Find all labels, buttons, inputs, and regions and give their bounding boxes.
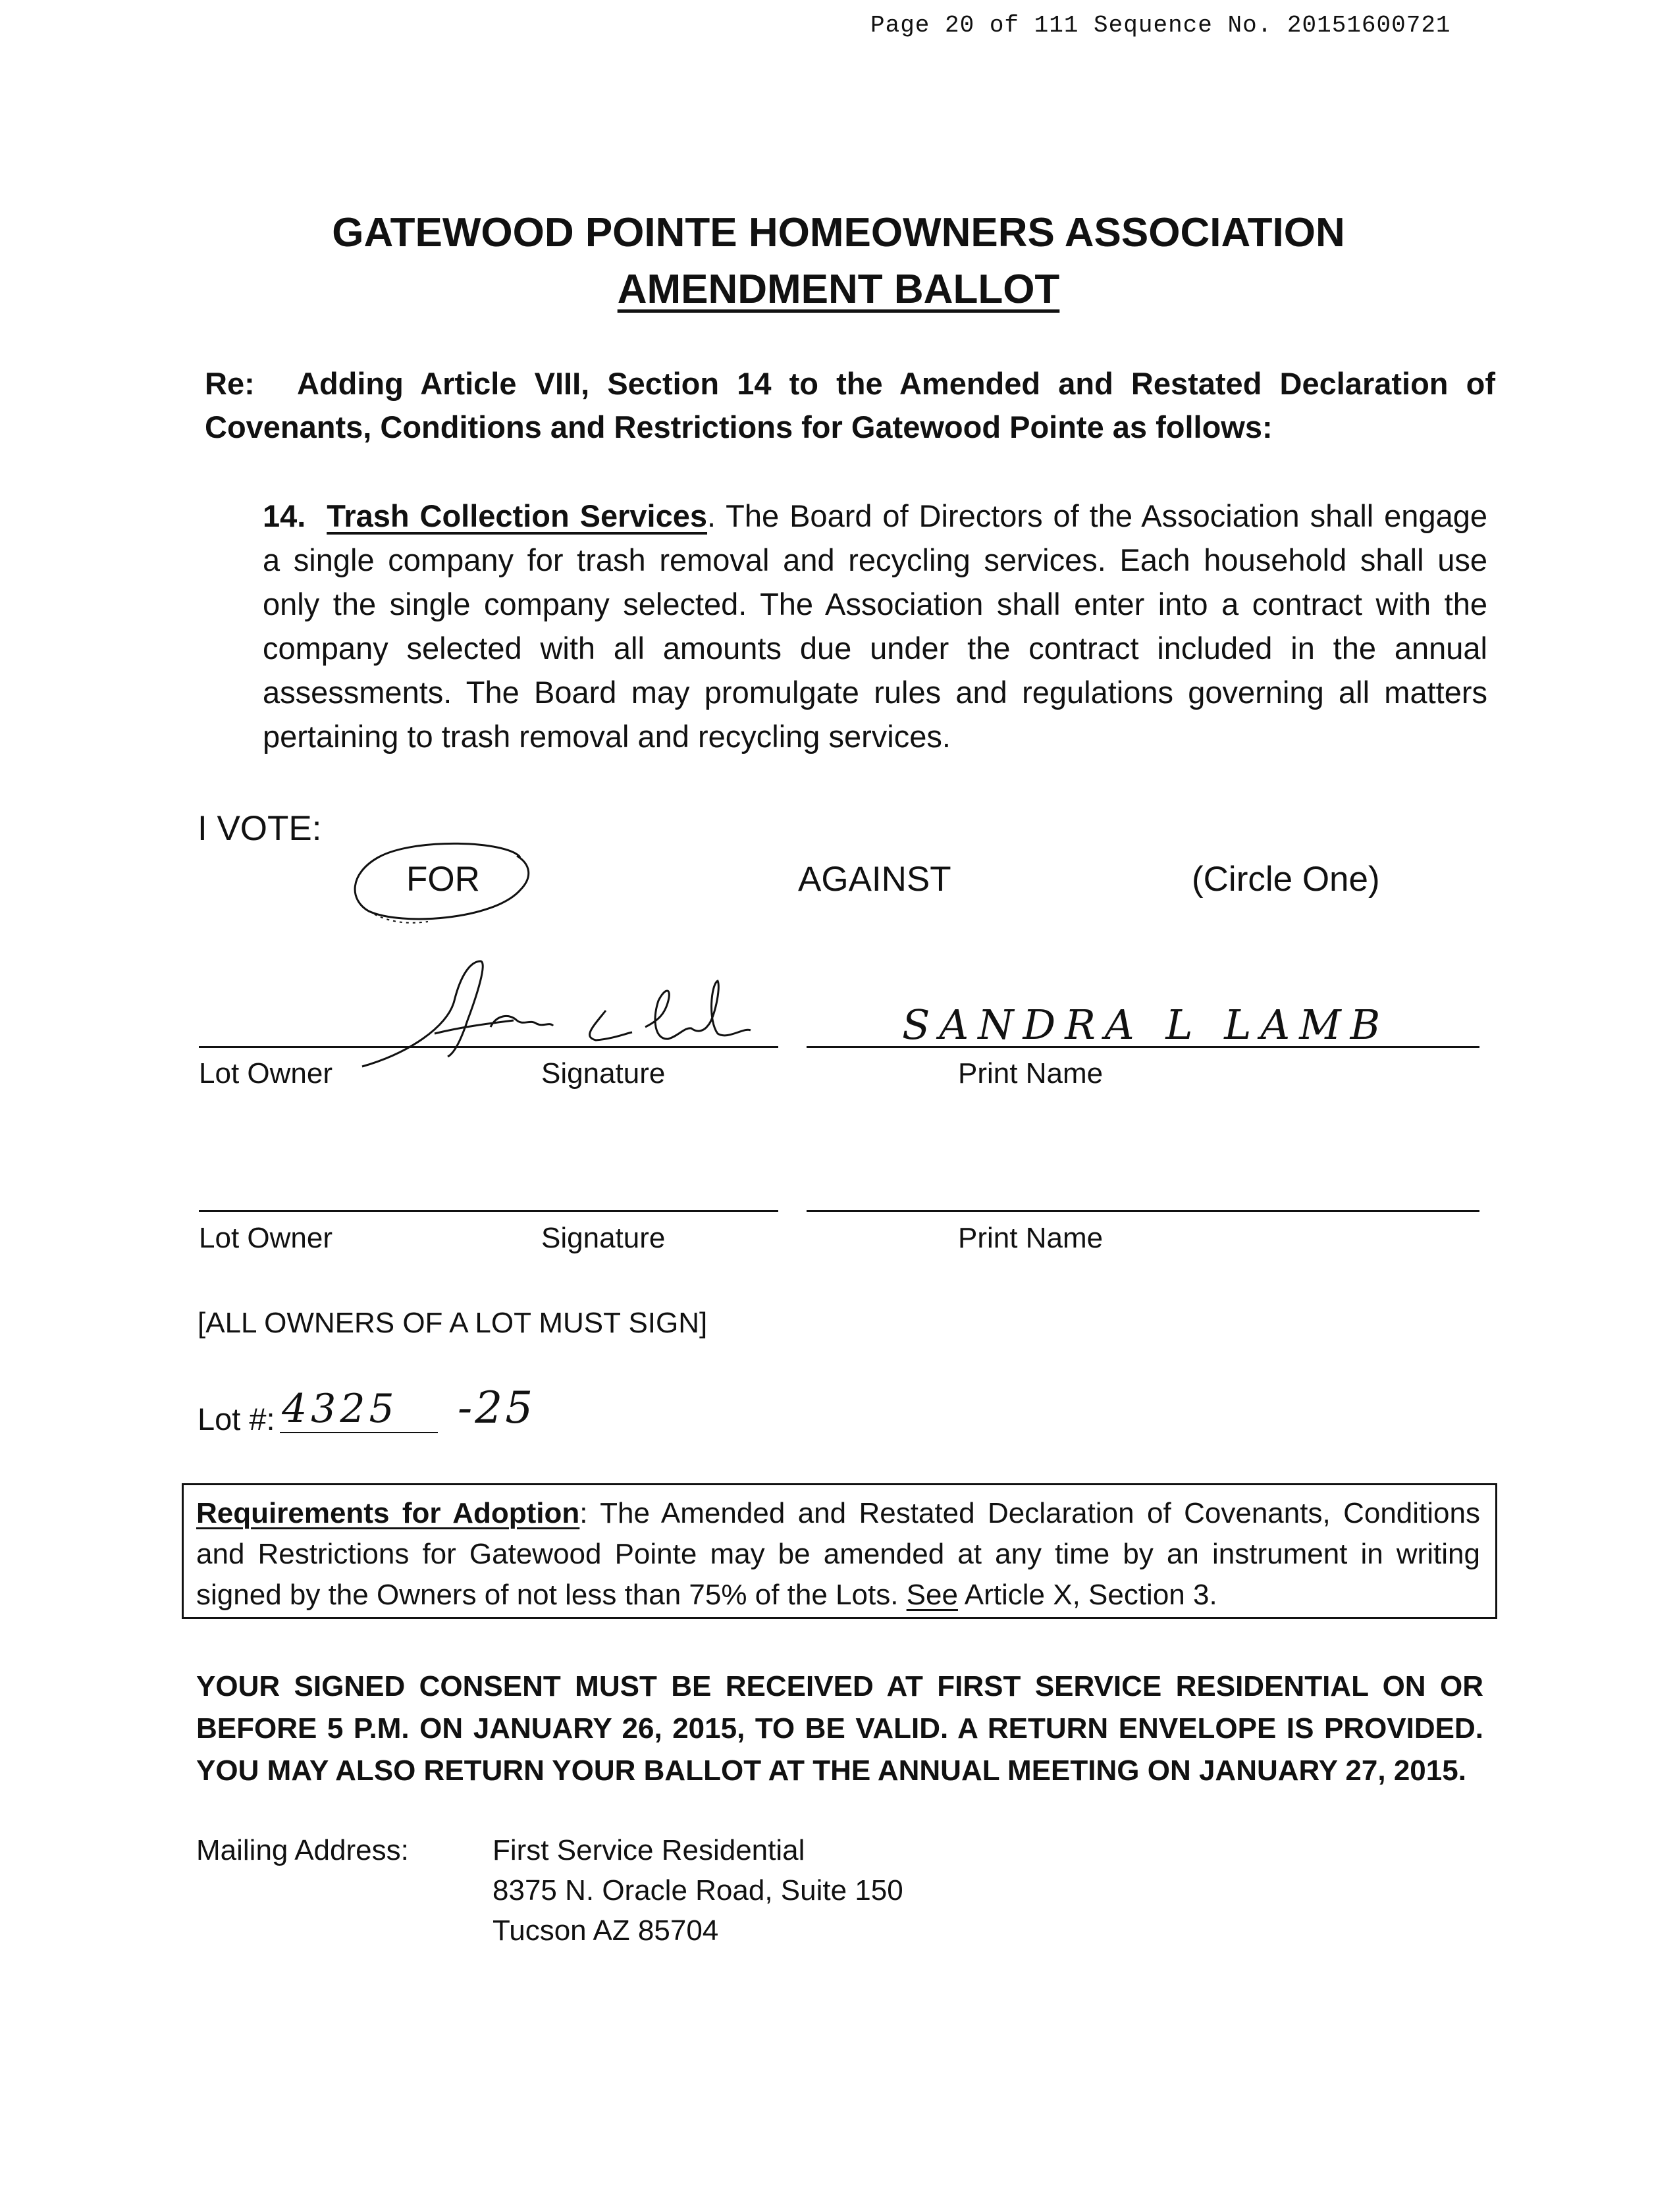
article-number: 14. [263, 498, 306, 533]
re-paragraph [205, 362, 1495, 449]
re-text: Adding Article VIII, Section 14 to the Amended and Restated Declaration of Covenants, Conditions and Restrictions for Gatewood Pointe as follows: [205, 366, 1495, 444]
lot-number-label: Lot #: [198, 1402, 275, 1436]
requirements-text: Requirements for Adoption: The Amended and Restated Declaration of Covenants, Conditions and Restrictions for Gatewood Pointe may be amended at any time by an instrument in writing signed by the Owners of not less than 75% of the Lots. See Article X, Section 3. [196, 1497, 1480, 1611]
ballot-title: AMENDMENT BALLOT [617, 267, 1060, 312]
see-reference: See [906, 1579, 958, 1611]
page-sequence-number: Page 20 of 111 Sequence No. 20151600721 [870, 12, 1451, 39]
vote-label: I VOTE: [198, 809, 322, 848]
all-owners-note: [ALL OWNERS OF A LOT MUST SIGN] [198, 1307, 708, 1339]
association-title: GATEWOOD POINTE HOMEOWNERS ASSOCIATION [332, 210, 1345, 255]
circle-one-instruction: (Circle One) [1192, 860, 1380, 899]
mailing-address-label: Mailing Address: [196, 1834, 409, 1866]
lot-owner-label-2: Lot Owner [199, 1222, 333, 1254]
deadline-notice: YOUR SIGNED CONSENT MUST BE RECEIVED AT FIRST SERVICE RESIDENTIAL ON OR BEFORE 5 P.M. ON JANUARY 26, 2015, TO BE VALID. A RETURN ENVELOPE IS PROVIDED. YOU MAY ALSO RETURN YOUR BALLOT AT THE ANNUAL MEETING ON JANUARY 27, 2015. [196, 1670, 1483, 1787]
article-14-paragraph [263, 494, 1487, 758]
print-name-label-1: Print Name [958, 1057, 1104, 1090]
print-name-value-1: SANDRA L LAMB [902, 1001, 1390, 1049]
lot-number-suffix: -25 [458, 1382, 536, 1433]
vote-option-against[interactable]: AGAINST [798, 860, 951, 899]
vote-option-for[interactable]: FOR [406, 860, 480, 899]
mailing-address-line-2: 8375 N. Oracle Road, Suite 150 [492, 1874, 903, 1907]
signature-line-2[interactable] [199, 1210, 778, 1212]
signature-line-1[interactable] [199, 1046, 778, 1048]
requirements-title: Requirements for Adoption [196, 1497, 580, 1529]
mailing-address-line-1: First Service Residential [492, 1834, 805, 1866]
print-name-line-2[interactable] [807, 1210, 1479, 1212]
signature-label-2: Signature [541, 1222, 666, 1254]
mailing-address-line-3: Tucson AZ 85704 [492, 1914, 719, 1947]
re-label: Re: [205, 366, 255, 401]
lot-number-line[interactable] [280, 1432, 438, 1433]
signature-label-1: Signature [541, 1057, 666, 1090]
article-title: Trash Collection Services [327, 498, 708, 533]
lot-owner-label-1: Lot Owner [199, 1057, 333, 1090]
lot-number-value: 4325 [282, 1386, 398, 1432]
print-name-label-2: Print Name [958, 1222, 1104, 1254]
article-body: . The Board of Directors of the Association shall engage a single company for trash removal and recycling services. Each household shall use only the single company selected. The Association shall enter into a contract with the company selected with all amounts due under the contract included in the annual assessments. The Board may promulgate rules and regulations governing all matters pertaining to trash removal and recycling services. [263, 498, 1487, 754]
